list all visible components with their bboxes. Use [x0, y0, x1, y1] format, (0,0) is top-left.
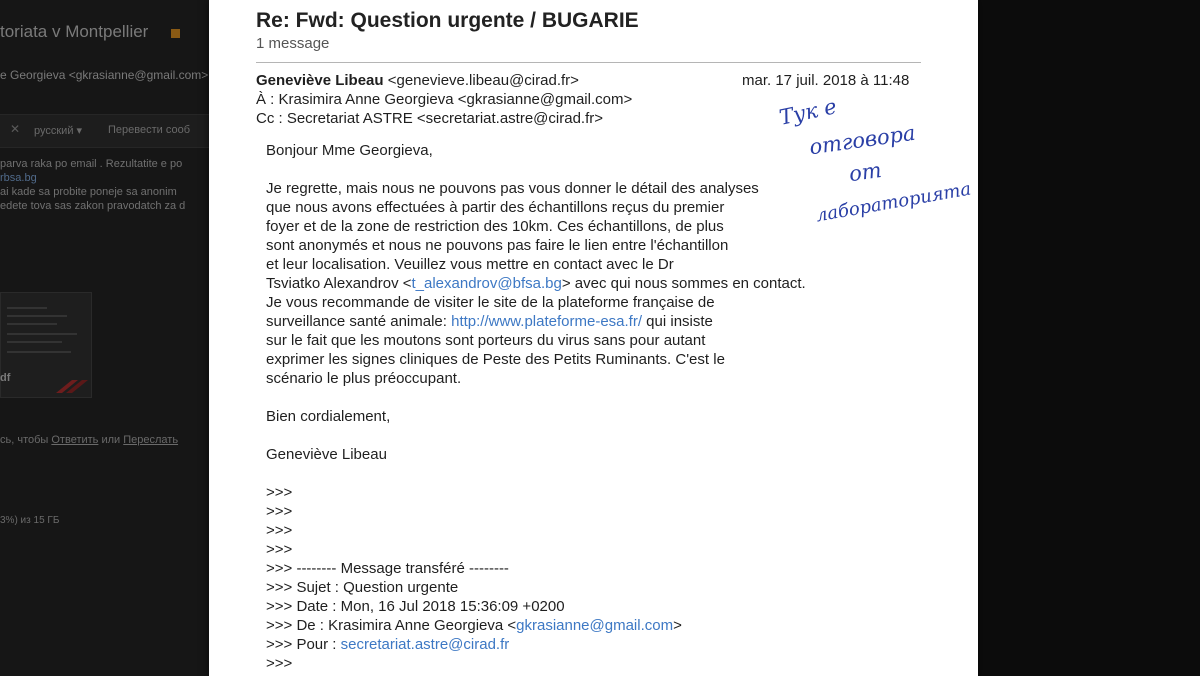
forwarded-from: >>> De : Krasimira Anne Georgieva <gkrasianne@gmail.com>: [266, 617, 682, 634]
body-line: sont anonymés et nous ne pouvons pas faire le lien entre l'échantillon: [266, 237, 729, 254]
body-line: que nous avons effectuées à partir des échantillons reçus du premier: [266, 199, 725, 216]
printed-email-page: [209, 0, 978, 676]
signature: Geneviève Libeau: [266, 446, 387, 463]
forwarded-date: >>> Date : Mon, 16 Jul 2018 15:36:09 +0200: [266, 598, 565, 615]
sender-name: Geneviève Libeau: [256, 72, 384, 89]
body-line: sur le fait que les moutons sont porteurs du virus sans pour autant: [266, 332, 706, 349]
recipient-line: À : Krasimira Anne Georgieva <gkrasianne@gmail.com>: [256, 91, 633, 108]
quote-mark: >>>: [266, 522, 293, 539]
body-line: surveillance santé animale: http://www.plateforme-esa.fr/ qui insiste: [266, 313, 713, 330]
body-line: exprimer les signes cliniques de Peste des Petits Ruminants. C'est le: [266, 351, 725, 368]
body-line: scénario le plus préoccupant.: [266, 370, 462, 387]
email-link[interactable]: gkrasianne@gmail.com: [516, 617, 674, 634]
handwritten-note-line: от: [847, 157, 884, 187]
body-line: foyer et de la zone de restriction des 10km. Ces échantillons, de plus: [266, 218, 724, 235]
body-line: Tsviatko Alexandrov <t_alexandrov@bfsa.bg> avec qui nous sommes en contact.: [266, 275, 806, 292]
language-select[interactable]: русский ▾: [34, 125, 83, 137]
translate-message-button[interactable]: Перевести сооб: [108, 124, 190, 136]
handwritten-note-line: Тук е: [777, 94, 839, 130]
quote-mark: >>>: [266, 655, 293, 672]
sender-email: <genevieve.libeau@cirad.fr>: [383, 72, 579, 89]
background-sender: e Georgieva <gkrasianne@gmail.com>: [0, 68, 209, 82]
attachment-label: df: [0, 372, 11, 384]
label-tag-icon: [171, 29, 180, 38]
email-link[interactable]: secretariat.astre@cirad.fr: [340, 636, 510, 653]
cc-line: Cc : Secretariat ASTRE <secretariat.astre@cirad.fr>: [256, 110, 604, 127]
background-email-title: toriata v Montpellier: [0, 22, 149, 41]
quote-mark: >>>: [266, 484, 293, 501]
reply-link[interactable]: Ответить: [51, 434, 99, 446]
email-date: mar. 17 juil. 2018 à 11:48: [742, 72, 910, 89]
email-link[interactable]: t_alexandrov@bfsa.bg: [411, 275, 562, 292]
website-link[interactable]: http://www.plateforme-esa.fr/: [451, 313, 643, 330]
email-subject: Re: Fwd: Question urgente / BUGARIE: [256, 9, 639, 32]
forwarded-subject: >>> Sujet : Question urgente: [266, 579, 459, 596]
snippet-line: ai kade sa probite poneje sa anonim: [0, 186, 177, 198]
snippet-line: rbsa.bg: [0, 172, 37, 184]
body-line: et leur localisation. Veuillez vous mettre en contact avec le Dr: [266, 256, 674, 273]
quote-mark: >>>: [266, 503, 293, 520]
message-count: 1 message: [256, 35, 330, 52]
snippet-line: edete tova sas zakon pravodatch za d: [0, 200, 186, 212]
greeting: Bonjour Mme Georgieva,: [266, 142, 433, 159]
reply-hint: сь, чтобы Ответить или Переслать: [0, 434, 179, 446]
body-line: Je vous recommande de visiter le site de la plateforme française de: [266, 294, 715, 311]
quote-mark: >>>: [266, 541, 293, 558]
snippet-line: parva raka po email . Rezultatite e po: [0, 158, 183, 170]
header-divider: [256, 62, 921, 63]
closing: Bien cordialement,: [266, 408, 391, 425]
sender-line: [256, 72, 579, 89]
storage-quota: 3%) из 15 ГБ: [0, 515, 60, 526]
handwritten-note-line: лабораторията: [814, 178, 973, 227]
close-translate-icon[interactable]: ✕: [10, 122, 21, 136]
forwarded-header: >>> -------- Message transféré --------: [266, 560, 509, 577]
pdf-icon: [52, 378, 88, 394]
forward-link[interactable]: Переслать: [123, 434, 179, 446]
body-line: Je regrette, mais nous ne pouvons pas vous donner le détail des analyses: [266, 180, 759, 197]
forwarded-to: >>> Pour : secretariat.astre@cirad.fr: [266, 636, 510, 653]
background-email-client: [0, 0, 210, 676]
handwritten-note-line: отговора: [807, 120, 917, 160]
